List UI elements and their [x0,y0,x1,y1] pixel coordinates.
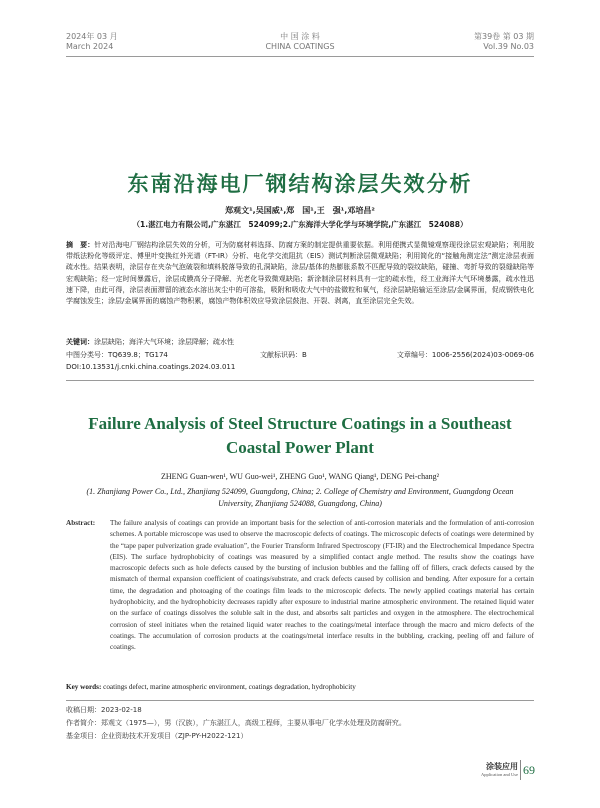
classification-row [66,350,534,360]
article-number: 文章编号：1006-2556(2024)03-0069-06 [396,351,534,359]
authors-en: ZHENG Guan-wen¹, WU Guo-wei¹, ZHENG Guo¹, WANG Qiang¹, DENG Pei-chang² [160,472,440,481]
section-brand [476,762,518,778]
abstract-en [66,518,534,654]
document-code: 文献标识码：B [260,351,307,359]
abstract-cn-text: 针对沿海电厂钢结构涂层失效的分析，可为防腐材料选择、防腐方案的制定提供重要依据。利用便携式显微镜观察现役涂层宏观缺陷；利用胶带纸法粉化等级评定、傅里叶变换红外光谱（FT-IR）分析、电化学交流阻抗（EIS）测试判断涂层微观缺陷；利用简化的“接触角测定法”测定涂层表面疏水性。结果表明，涂层存在夹杂气泡破裂和填料脱落导致的孔洞缺陷，涂层/基体的热膨胀系数不匹配导致的裂纹缺陷，碰撞、弯折导致的裂缝缺陷等宏观缺陷；经一定时间暴露后，涂层成膜高分子降解、光老化导致微观缺陷；新涂制涂层材料具有一定的疏水性，经工业海洋大气环境暴露，疏水性迅速下降，由此可得，涂层表面滞留的液态水溶出灰尘中的可溶盐，吸附和吸收大气中的盐微粒和氧气，经涂层缺陷输运至涂层/金属界面，促成钢铁电化学腐蚀发生；涂层/金属界面的腐蚀产物积累，腐蚀产物体积效应导致涂层鼓泡、开裂、剥离，直至涂层完全失效。 [66,241,535,306]
authors-cn: 郑观文¹,吴国威¹,郑 国¹,王 强¹,邓培昌² [225,206,375,215]
title-cn: 东南沿海电厂钢结构涂层失效分析 [127,172,473,196]
affiliation-en: (1. Zhanjiang Power Co., Ltd., Zhanjiang 524099, Guangdong, China; 2. College of Chemistry and Environment, Guangdong Ocean University, Zhanjiang 524088, Guangdong, China) [86,487,514,508]
page-number-divider [520,760,521,780]
header-date-en: March 2024 [66,42,114,51]
header-journal-en: CHINA COATINGS [265,42,335,51]
section-rule [66,380,534,381]
header-journal-cn: 中 国 涂 料 [280,32,320,41]
keywords-cn-label: 关键词： [66,338,94,346]
keywords-cn-text: 涂层缺陷；海洋大气环境；涂层降解；疏水性 [94,338,234,346]
header-date-cn: 2024年 03 月 [66,32,118,41]
abstract-cn [66,240,534,307]
footnote-author-info: 作者简介：郑观文（1975—），男（汉族），广东湛江人，高级工程师，主要从事电厂化学水处理及防腐研究。 [66,719,406,727]
doi: DOI:10.13531/j.cnki.china.coatings.2024.03.011 [66,363,236,371]
title-en: Failure Analysis of Steel Structure Coatings in a Southeast Coastal Power Plant [88,414,512,457]
header-journal [66,32,534,52]
abstract-en-label: Abstract: [66,519,96,527]
header-volume [474,32,534,52]
footnote-fund: 基金项目：企业资助技术开发项目（ZJP-PY-H2022-121） [66,732,248,740]
keywords-en-text: coatings defect, marine atmospheric environment, coatings degradation, hydrophobicity [103,683,356,691]
keywords-cn [66,337,534,347]
abstract-en-text: The failure analysis of coatings can provide an important basis for the selection of anti-corrosion materials and the formulation of anti-corrosion schemes. A portable microscope was used to observe the macroscopic defects of coatings. The microscopic defects of coatings were determined by the “tape paper pulverization grade evaluation”, the Fourier Transform Infrared Spectroscopy (FT-IR) and the Electrochemical Impedance Spectra (EIS). The surface hydrophobicity of coatings was measured by a simplified contact angle method. The results show the coatings have macroscopic defects such as hole defects caused by the bursting of inclusion bubbles and the falling off of fillers, crack defects caused by the mismatch of thermal expansion coefficient of coatings/substrate, and crack defects caused by collision and bending. After exposure for a certain time, the degradation and photoaging of the coatings film leads to the microscopic defects. The newly applied coatings material has certain hydrophobicity, and the hydrophobicity decreases rapidly after exposure to industrial marine atmospheric environment. The retained liquid water on the surface of coatings dissolves the soluble salt in the dust, and absorbs salt particles and oxygen in the atmosphere. The electrochemical corrosion of steel initiates when the retained liquid water reaches to the coatings/metal interface through the macro and micro defects of the coatings. The accumulation of corrosion products at the coatings/metal interface results in the bubbling, cracking, peeling off and failure of coatings. [110,519,534,652]
affiliation-cn: （1.湛江电力有限公司,广东湛江 524099;2.广东海洋大学化学与环境学院,广东湛江 524088） [132,220,468,229]
footnote-rule [66,700,534,701]
section-brand-cn: 涂装应用 [486,762,518,771]
header-volume-en: Vol.39 No.03 [483,42,534,51]
header-volume-cn: 第39卷 第 03 期 [474,32,534,41]
keywords-en [66,683,534,691]
clc-number: 中图分类号：TQ639.8；TG174 [66,351,168,359]
section-brand-en: Application and Use [481,772,518,777]
page-number: 69 [523,763,535,777]
footnote-received: 收稿日期：2023-02-18 [66,706,142,714]
header-rule [66,56,534,57]
abstract-cn-label: 摘 要： [66,241,95,249]
keywords-en-label: Key words: [66,683,102,691]
